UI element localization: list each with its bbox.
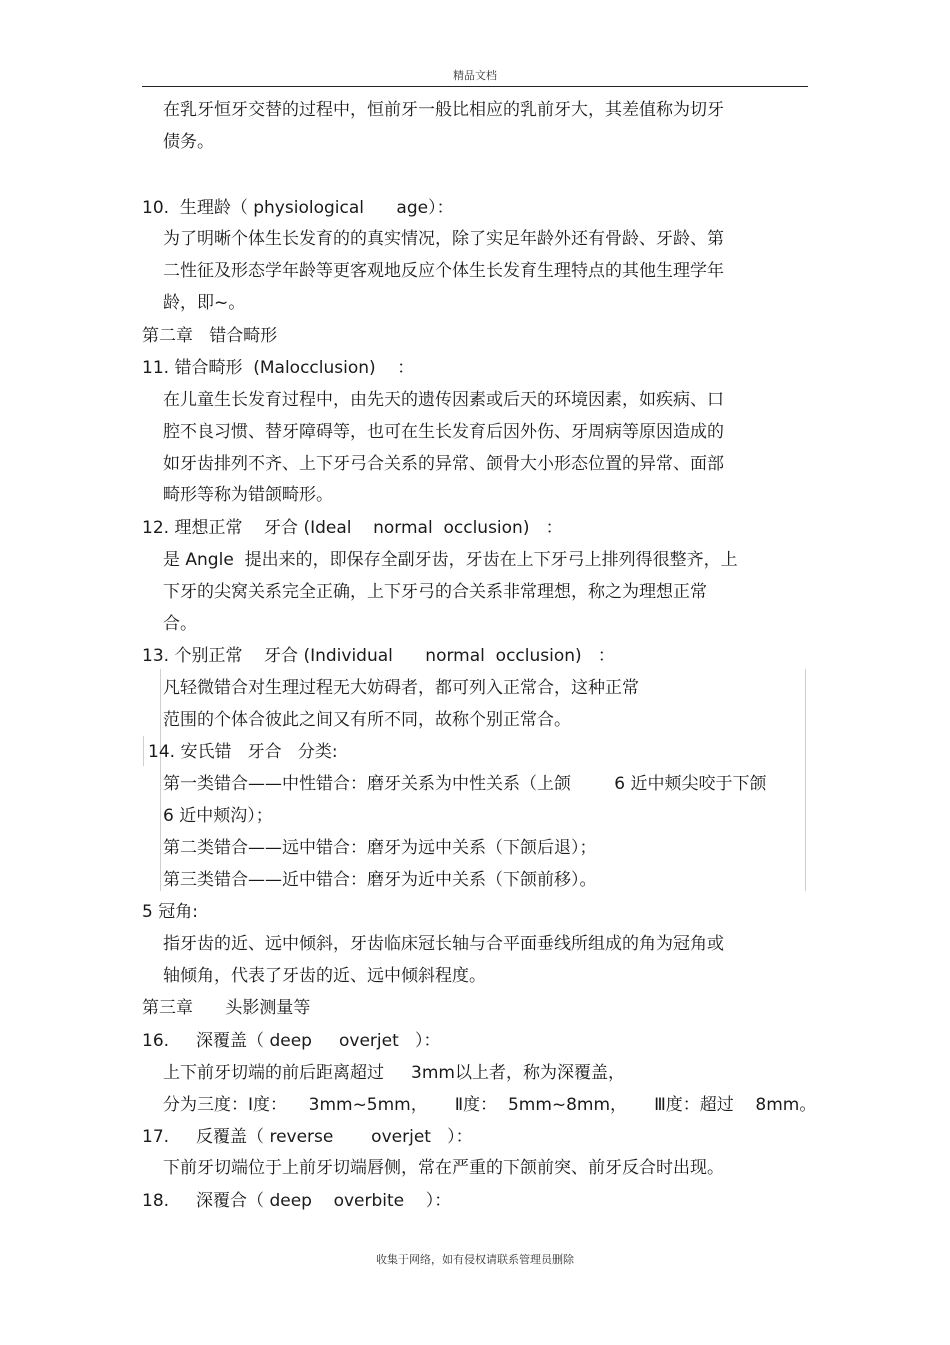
frame-line-right	[805, 669, 806, 891]
section-heading: 11. 错合畸形 (Malocclusion) ：	[142, 358, 415, 378]
text-line: 债务。	[163, 132, 214, 152]
text-line: 指牙齿的近、远中倾斜，牙齿临床冠长轴与合平面垂线所组成的角为冠角或	[163, 934, 724, 954]
section-heading: 13. 个别正常 牙合 (Individual normal occlusion) ：	[142, 646, 615, 666]
text-line: 为了明晰个体生长发育的的真实情况，除了实足年龄外还有骨龄、牙龄、第	[163, 229, 724, 249]
text-line: 6 近中颊沟）；	[163, 806, 273, 826]
chapter-heading: 第三章 头影测量等	[142, 998, 311, 1018]
page-footer: 收集于网络，如有侵权请联系管理员删除	[376, 1253, 574, 1266]
text-line: 是 Angle 提出来的，即保存全副牙齿，牙齿在上下牙弓上排列得很整齐，上	[163, 550, 738, 570]
text-line: 如牙齿排列不齐、上下牙弓合关系的异常、颌骨大小形态位置的异常、面部	[163, 454, 724, 474]
text-line: 龄，即~。	[163, 293, 246, 313]
text-line: 畸形等称为错颌畸形。	[163, 485, 333, 505]
section-heading: 14. 安氏错 牙合 分类:	[148, 742, 338, 762]
text-line: 轴倾角，代表了牙齿的近、远中倾斜程度。	[163, 966, 486, 986]
text-line: 凡轻微错合对生理过程无大妨碍者，都可列入正常合，这种正常	[163, 678, 639, 698]
text-line: 下前牙切端位于上前牙切端唇侧，常在严重的下颌前突、前牙反合时出现。	[163, 1158, 724, 1178]
section-heading: 5 冠角:	[142, 902, 198, 922]
text-line: 第三类错合——近中错合：磨牙为近中关系（下颌前移）。	[163, 870, 597, 890]
text-line: 上下前牙切端的前后距离超过 3mm以上者，称为深覆盖，	[163, 1063, 625, 1083]
text-line: 腔不良习惯、替牙障碍等，也可在生长发育后因外伤、牙周病等原因造成的	[163, 422, 724, 442]
section-heading: 18. 深覆合（ deep overbite ）：	[142, 1191, 452, 1211]
text-line: 在儿童生长发育过程中，由先天的遗传因素或后天的环境因素，如疾病、口	[163, 390, 724, 410]
section-heading: 17. 反覆盖（ reverse overjet ）：	[142, 1127, 473, 1147]
page-header: 精品文档	[453, 69, 497, 82]
frame-line-mid	[143, 736, 144, 766]
header-divider	[142, 86, 808, 87]
text-line: 二性征及形态学年龄等更客观地反应个体生长发育生理特点的其他生理学年	[163, 261, 724, 281]
frame-line-left	[160, 669, 161, 891]
text-line: 合。	[163, 614, 197, 634]
text-line: 第二类错合——远中错合：磨牙为远中关系（下颌后退）；	[163, 838, 597, 858]
text-line: 范围的个体合彼此之间又有所不同，故称个别正常合。	[163, 710, 571, 730]
chapter-heading: 第二章 错合畸形	[142, 326, 278, 346]
text-line: 第一类错合——中性错合：磨牙关系为中性关系（上颌 6 近中颊尖咬于下颌	[163, 774, 767, 794]
section-heading: 12. 理想正常 牙合 (Ideal normal occlusion) ：	[142, 518, 563, 538]
text-line: 下牙的尖窝关系完全正确，上下牙弓的合关系非常理想，称之为理想正常	[163, 582, 707, 602]
section-heading: 16. 深覆盖（ deep overjet ）：	[142, 1031, 441, 1051]
text-line: 分为三度：Ⅰ度： 3mm~5mm， Ⅱ度： 5mm~8mm， Ⅲ度：超过 8mm。	[163, 1095, 817, 1115]
section-heading: 10. 生理龄（ physiological age）：	[142, 198, 454, 218]
text-line: 在乳牙恒牙交替的过程中，恒前牙一般比相应的乳前牙大，其差值称为切牙	[163, 100, 724, 120]
